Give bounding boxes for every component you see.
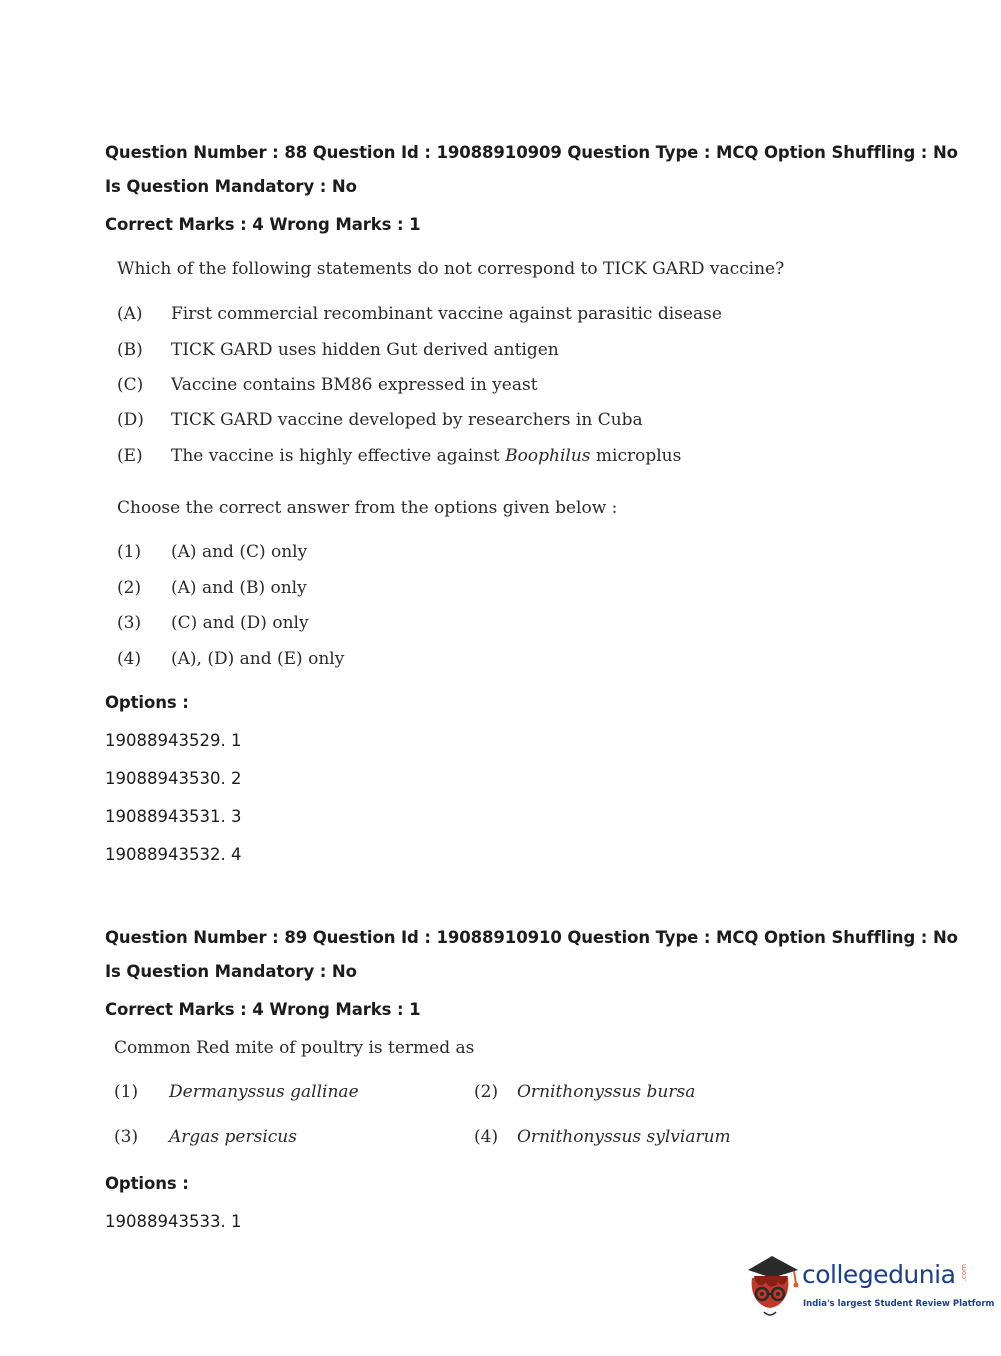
q88-meta-line: Question Number : 88 Question Id : 19088910909 Question Type : MCQ Option Shuffling : No <box>105 143 958 162</box>
q88-mandatory: Is Question Mandatory : No <box>105 177 357 196</box>
q88-option-id: 19088943529. 1 <box>105 731 242 750</box>
q89-choice-label: (2) <box>474 1082 499 1102</box>
q88-statement-text: TICK GARD uses hidden Gut derived antigen <box>171 340 559 360</box>
q88-choice-text: (A) and (C) only <box>171 542 308 562</box>
statement-text-part: The vaccine is highly effective against <box>171 446 506 466</box>
species-name: Boophilus <box>505 446 591 466</box>
q88-choice-label: (4) <box>117 649 142 669</box>
q89-marks: Correct Marks : 4 Wrong Marks : 1 <box>105 1000 421 1019</box>
q88-marks: Correct Marks : 4 Wrong Marks : 1 <box>105 215 421 234</box>
mascot-icon <box>742 1252 800 1318</box>
q89-meta-line: Question Number : 89 Question Id : 19088910910 Question Type : MCQ Option Shuffling : No <box>105 928 958 947</box>
q88-statement-label: (E) <box>117 446 143 466</box>
q89-option-id: 19088943533. 1 <box>105 1212 242 1231</box>
statement-text-part: microplus <box>590 446 682 466</box>
q89-options-heading: Options : <box>105 1174 189 1193</box>
q88-stem: Which of the following statements do not correspond to TICK GARD vaccine? <box>117 259 785 279</box>
q89-choice-text: Ornithonyssus bursa <box>517 1082 696 1102</box>
q88-statement-text: Vaccine contains BM86 expressed in yeast <box>171 375 538 395</box>
q88-choice-text: (A), (D) and (E) only <box>171 649 345 669</box>
logo-suffix: .com <box>960 1264 968 1282</box>
q89-stem: Common Red mite of poultry is termed as <box>114 1038 475 1058</box>
collegedunia-logo <box>742 1252 995 1322</box>
q88-choice-text: (A) and (B) only <box>171 578 307 598</box>
q88-statement-text: First commercial recombinant vaccine against parasitic disease <box>171 304 722 324</box>
logo-tagline: India's largest Student Review Platform <box>803 1299 995 1309</box>
q88-option-id: 19088943531. 3 <box>105 807 242 826</box>
q88-choice-label: (2) <box>117 578 142 598</box>
q88-choice-label: (3) <box>117 613 142 633</box>
q88-statement-label: (D) <box>117 410 144 430</box>
q89-choice-label: (1) <box>114 1082 139 1102</box>
q89-choice-text: Dermanyssus gallinae <box>169 1082 359 1102</box>
q88-choice-label: (1) <box>117 542 142 562</box>
q89-choice-text: Ornithonyssus sylviarum <box>517 1127 731 1147</box>
q88-option-id: 19088943530. 2 <box>105 769 242 788</box>
q89-choice-label: (3) <box>114 1127 139 1147</box>
q89-choice-label: (4) <box>474 1127 499 1147</box>
q88-statement-label: (B) <box>117 340 143 360</box>
q89-choice-text: Argas persicus <box>169 1127 297 1147</box>
q88-statement-label: (A) <box>117 304 143 324</box>
q88-statement-label: (C) <box>117 375 144 395</box>
q88-options-heading: Options : <box>105 693 189 712</box>
q88-option-id: 19088943532. 4 <box>105 845 242 864</box>
q89-mandatory: Is Question Mandatory : No <box>105 962 357 981</box>
q88-statement-text <box>171 446 681 466</box>
q88-choice-text: (C) and (D) only <box>171 613 309 633</box>
q88-instruction: Choose the correct answer from the options given below : <box>117 498 618 518</box>
q88-statement-text: TICK GARD vaccine developed by researchers in Cuba <box>171 410 643 430</box>
logo-wordmark: collegedunia <box>802 1260 956 1289</box>
